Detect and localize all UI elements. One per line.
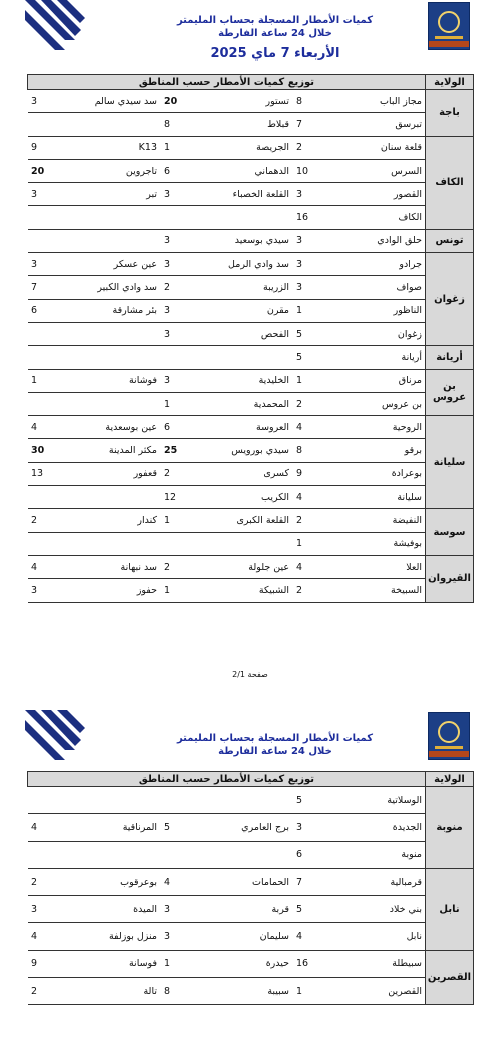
station-name: عين جلولة <box>248 561 289 573</box>
table-row <box>28 868 474 895</box>
station-name: تبر <box>146 188 157 200</box>
station-name: السرس <box>391 165 422 177</box>
rain-amount: 2 <box>31 514 38 526</box>
rain-amount: 2 <box>296 398 303 410</box>
stations-cell <box>28 369 426 392</box>
station-name: كندار <box>137 514 157 526</box>
rainfall-table-page2 <box>27 771 474 1005</box>
station-name: منوبة <box>401 849 422 861</box>
stations-cell <box>28 486 426 509</box>
table-row <box>28 896 474 923</box>
rain-amount: 3 <box>164 328 171 340</box>
governorate-name: القيروان <box>426 555 474 602</box>
stations-cell <box>28 814 426 841</box>
station-name: الفحص <box>260 328 289 340</box>
station-name: الدهماني <box>254 165 289 177</box>
station-name: العروسة <box>256 421 289 433</box>
rain-amount: 16 <box>296 958 309 970</box>
rain-amount: 3 <box>164 903 171 915</box>
governorate-header: الولاية <box>426 772 474 787</box>
stations-cell <box>28 950 426 977</box>
station-name: K13 <box>138 142 157 154</box>
station-name: بوعرقوب <box>120 876 157 888</box>
station-name: بني خلاد <box>389 903 422 915</box>
rain-amount: 5 <box>296 903 303 915</box>
rain-amount: 2 <box>296 584 303 596</box>
stations-cell <box>28 532 426 555</box>
table-row <box>28 113 474 136</box>
station-name: سد وادي الكبير <box>97 282 157 294</box>
station-name: الحمامات <box>252 876 289 888</box>
station-name: الجديدة <box>392 821 422 833</box>
stations-cell <box>28 276 426 299</box>
governorate-name: سليانة <box>426 416 474 509</box>
stations-cell <box>28 439 426 462</box>
station-name: سد نبهانة <box>120 561 157 573</box>
rain-amount: 1 <box>296 985 303 997</box>
governorate-name: تونس <box>426 229 474 252</box>
rain-amount: 8 <box>296 95 303 107</box>
rainfall-table-page1 <box>27 74 474 603</box>
governorate-name: القصرين <box>426 950 474 1005</box>
table-row <box>28 136 474 159</box>
page-footer: صفحة 2/1 <box>232 670 268 679</box>
rain-amount: 2 <box>164 282 171 294</box>
rain-amount: 1 <box>296 375 303 387</box>
rain-amount: 6 <box>164 421 171 433</box>
rain-amount: 6 <box>296 849 303 861</box>
stations-cell <box>28 841 426 868</box>
stations-cell <box>28 183 426 206</box>
table-row <box>28 276 474 299</box>
station-name: سبيبة <box>267 985 289 997</box>
rain-amount: 3 <box>164 188 171 200</box>
rain-amount: 3 <box>296 821 303 833</box>
rain-amount: 1 <box>164 958 171 970</box>
rain-amount: 4 <box>296 931 303 943</box>
distribution-header: توزيع كميات الأمطار حسب المناطق <box>28 772 426 787</box>
rain-amount: 4 <box>31 931 38 943</box>
table-row <box>28 183 474 206</box>
station-name: برقو <box>404 445 422 457</box>
station-name: المحمدية <box>253 398 289 410</box>
rain-amount: 5 <box>296 328 303 340</box>
station-name: بئر مشارقة <box>112 305 157 317</box>
station-name: قعفور <box>133 468 157 480</box>
rain-amount: 8 <box>296 445 303 457</box>
stations-cell <box>28 555 426 578</box>
stations-cell <box>28 896 426 923</box>
rain-amount: 4 <box>164 876 171 888</box>
table-row <box>28 229 474 252</box>
report-date: الأربعاء 7 ماي 2025 <box>210 46 340 61</box>
report-title: كميات الأمطار المسجلة بحساب المليمتر خلال 24 ساعة الفارطة <box>176 15 374 39</box>
report-title: كميات الأمطار المسجلة بحساب المليمتر خلال 24 ساعة الفارطة <box>176 733 374 757</box>
diagonal-stripes-logo <box>25 0 85 50</box>
stations-cell <box>28 229 426 252</box>
station-name: تالة <box>143 985 157 997</box>
rain-amount: 3 <box>164 375 171 387</box>
meteorology-institute-logo <box>428 2 470 50</box>
rain-amount: 2 <box>164 468 171 480</box>
rain-amount: 3 <box>296 188 303 200</box>
table-row <box>28 206 474 229</box>
table-row <box>28 814 474 841</box>
station-name: قلعة سنان <box>380 142 422 154</box>
rain-amount: 5 <box>296 794 303 806</box>
rain-amount: 3 <box>31 258 38 270</box>
governorate-name: الكاف <box>426 136 474 229</box>
station-name: نابل <box>406 931 422 943</box>
station-name: مقرن <box>266 305 289 317</box>
station-name: سيدي بوسعيد <box>234 235 289 247</box>
rain-amount: 20 <box>31 165 45 177</box>
rain-amount: 7 <box>296 876 303 888</box>
rain-amount: 4 <box>296 491 303 503</box>
stations-cell <box>28 136 426 159</box>
station-name: كسرى <box>263 468 289 480</box>
rain-amount: 3 <box>164 258 171 270</box>
rain-amount: 3 <box>296 235 303 247</box>
station-name: فوشانة <box>128 375 157 387</box>
station-name: بوعرادة <box>391 468 422 480</box>
stations-cell <box>28 159 426 182</box>
station-name: القلعة الخصباء <box>232 188 289 200</box>
rain-amount: 2 <box>164 561 171 573</box>
rain-amount: 20 <box>164 95 178 107</box>
diagonal-stripes-logo <box>25 710 85 760</box>
governorate-name: أريانة <box>426 346 474 369</box>
table-row <box>28 509 474 532</box>
stations-cell <box>28 923 426 950</box>
table-row <box>28 532 474 555</box>
rain-amount: 1 <box>31 375 38 387</box>
rain-amount: 16 <box>296 212 309 224</box>
rain-amount: 3 <box>31 95 38 107</box>
table-row <box>28 299 474 322</box>
rain-amount: 3 <box>31 188 38 200</box>
rain-amount: 5 <box>296 351 303 363</box>
rain-amount: 3 <box>164 235 171 247</box>
table-row <box>28 978 474 1005</box>
table-row <box>28 392 474 415</box>
stations-cell <box>28 462 426 485</box>
station-name: عين بوسعدية <box>105 421 157 433</box>
station-name: تاجروين <box>125 165 157 177</box>
table-row <box>28 787 474 814</box>
station-name: الجريصة <box>256 142 289 154</box>
stations-cell <box>28 322 426 345</box>
stations-cell <box>28 253 426 276</box>
station-name: الناظور <box>393 305 422 317</box>
station-name: تستور <box>265 95 289 107</box>
governorate-header: الولاية <box>426 75 474 90</box>
rain-amount: 7 <box>296 118 303 130</box>
station-name: الزريبة <box>263 282 289 294</box>
station-name: جرادو <box>399 258 422 270</box>
distribution-header: توزيع كميات الأمطار حسب المناطق <box>28 75 426 90</box>
governorate-name: زغوان <box>426 253 474 346</box>
station-name: العلا <box>406 561 422 573</box>
rain-amount: 2 <box>31 876 38 888</box>
table-row <box>28 253 474 276</box>
rain-amount: 12 <box>164 491 177 503</box>
stations-cell <box>28 416 426 439</box>
station-name: مكثر المدينة <box>108 445 157 457</box>
rain-amount: 3 <box>164 931 171 943</box>
station-name: القصور <box>393 188 422 200</box>
station-name: قرمبالية <box>390 876 422 888</box>
rain-amount: 3 <box>31 584 38 596</box>
governorate-name: سوسة <box>426 509 474 556</box>
stations-cell <box>28 346 426 369</box>
table-row <box>28 159 474 182</box>
station-name: سد وادي الرمل <box>228 258 289 270</box>
rain-amount: 3 <box>164 305 171 317</box>
meteorology-institute-logo <box>428 712 470 760</box>
rain-amount: 9 <box>31 958 38 970</box>
station-name: صواف <box>396 282 422 294</box>
rain-amount: 9 <box>296 468 303 480</box>
station-name: أريانة <box>401 351 422 363</box>
rain-amount: 13 <box>31 468 44 480</box>
stations-cell <box>28 509 426 532</box>
station-name: السبيخة <box>391 584 422 596</box>
station-name: زغوان <box>397 328 422 340</box>
table-row <box>28 555 474 578</box>
rain-amount: 5 <box>164 821 171 833</box>
station-name: قربة <box>271 903 289 915</box>
page-2 <box>0 708 500 1043</box>
table-row <box>28 90 474 113</box>
governorate-name: بن عروس <box>426 369 474 416</box>
station-name: مرناق <box>398 375 422 387</box>
station-name: سليمان <box>259 931 289 943</box>
rain-amount: 9 <box>31 142 38 154</box>
station-name: بوفيشة <box>393 538 422 550</box>
rain-amount: 25 <box>164 445 178 457</box>
station-name: عين عسكر <box>113 258 157 270</box>
station-name: قبلاط <box>267 118 289 130</box>
rain-amount: 4 <box>31 421 38 433</box>
rain-amount: 4 <box>296 561 303 573</box>
station-name: المرناقية <box>122 821 157 833</box>
table-row <box>28 416 474 439</box>
rain-amount: 4 <box>296 421 303 433</box>
rain-amount: 2 <box>31 985 38 997</box>
station-name: القلعة الكبرى <box>236 514 289 526</box>
rain-amount: 3 <box>296 258 303 270</box>
rain-amount: 1 <box>164 514 171 526</box>
table-row <box>28 579 474 602</box>
station-name: بن عروس <box>382 398 422 410</box>
table-row <box>28 486 474 509</box>
table-row <box>28 369 474 392</box>
governorate-name: منوبة <box>426 787 474 869</box>
station-name: النفيضة <box>392 514 422 526</box>
station-name: منزل بوزلفة <box>108 931 157 943</box>
table-row <box>28 439 474 462</box>
stations-cell <box>28 868 426 895</box>
rain-amount: 1 <box>296 538 303 550</box>
stations-cell <box>28 90 426 113</box>
station-name: الشبيكة <box>258 584 289 596</box>
rain-amount: 4 <box>31 561 38 573</box>
rain-amount: 6 <box>164 165 171 177</box>
station-name: الوسلاتية <box>387 794 422 806</box>
station-name: الروحية <box>392 421 422 433</box>
station-name: سد سيدي سالم <box>94 95 157 107</box>
station-name: الخليدية <box>258 375 289 387</box>
station-name: مجاز الباب <box>380 95 422 107</box>
station-name: حفوز <box>136 584 157 596</box>
table-row <box>28 841 474 868</box>
rain-amount: 1 <box>164 142 171 154</box>
governorate-name: باجة <box>426 90 474 137</box>
station-name: حيدرة <box>265 958 289 970</box>
rain-amount: 3 <box>31 903 38 915</box>
rain-amount: 1 <box>164 398 171 410</box>
rain-amount: 3 <box>296 282 303 294</box>
stations-cell <box>28 113 426 136</box>
rain-amount: 8 <box>164 118 171 130</box>
stations-cell <box>28 206 426 229</box>
table-row <box>28 950 474 977</box>
station-name: الكريب <box>261 491 289 503</box>
station-name: سليانة <box>397 491 422 503</box>
rain-amount: 8 <box>164 985 171 997</box>
rain-amount: 7 <box>31 282 38 294</box>
rain-amount: 2 <box>296 142 303 154</box>
stations-cell <box>28 392 426 415</box>
rain-amount: 4 <box>31 821 38 833</box>
stations-cell <box>28 579 426 602</box>
station-name: حلق الوادي <box>377 235 422 247</box>
station-name: الكاف <box>398 212 422 224</box>
table-row <box>28 923 474 950</box>
rain-amount: 30 <box>31 445 45 457</box>
stations-cell <box>28 978 426 1005</box>
station-name: الميدة <box>133 903 157 915</box>
table-row <box>28 322 474 345</box>
governorate-name: نابل <box>426 868 474 950</box>
station-name: فوسانة <box>128 958 157 970</box>
rain-amount: 6 <box>31 305 38 317</box>
rain-amount: 1 <box>164 584 171 596</box>
station-name: القصرين <box>388 985 422 997</box>
station-name: سيدي بورويس <box>231 445 289 457</box>
table-row <box>28 462 474 485</box>
table-row <box>28 346 474 369</box>
station-name: تبرسق <box>395 118 422 130</box>
stations-cell <box>28 787 426 814</box>
rain-amount: 10 <box>296 165 309 177</box>
rain-amount: 2 <box>296 514 303 526</box>
rain-amount: 1 <box>296 305 303 317</box>
stations-cell <box>28 299 426 322</box>
station-name: سبيطلة <box>392 958 422 970</box>
station-name: برج العامري <box>241 821 289 833</box>
